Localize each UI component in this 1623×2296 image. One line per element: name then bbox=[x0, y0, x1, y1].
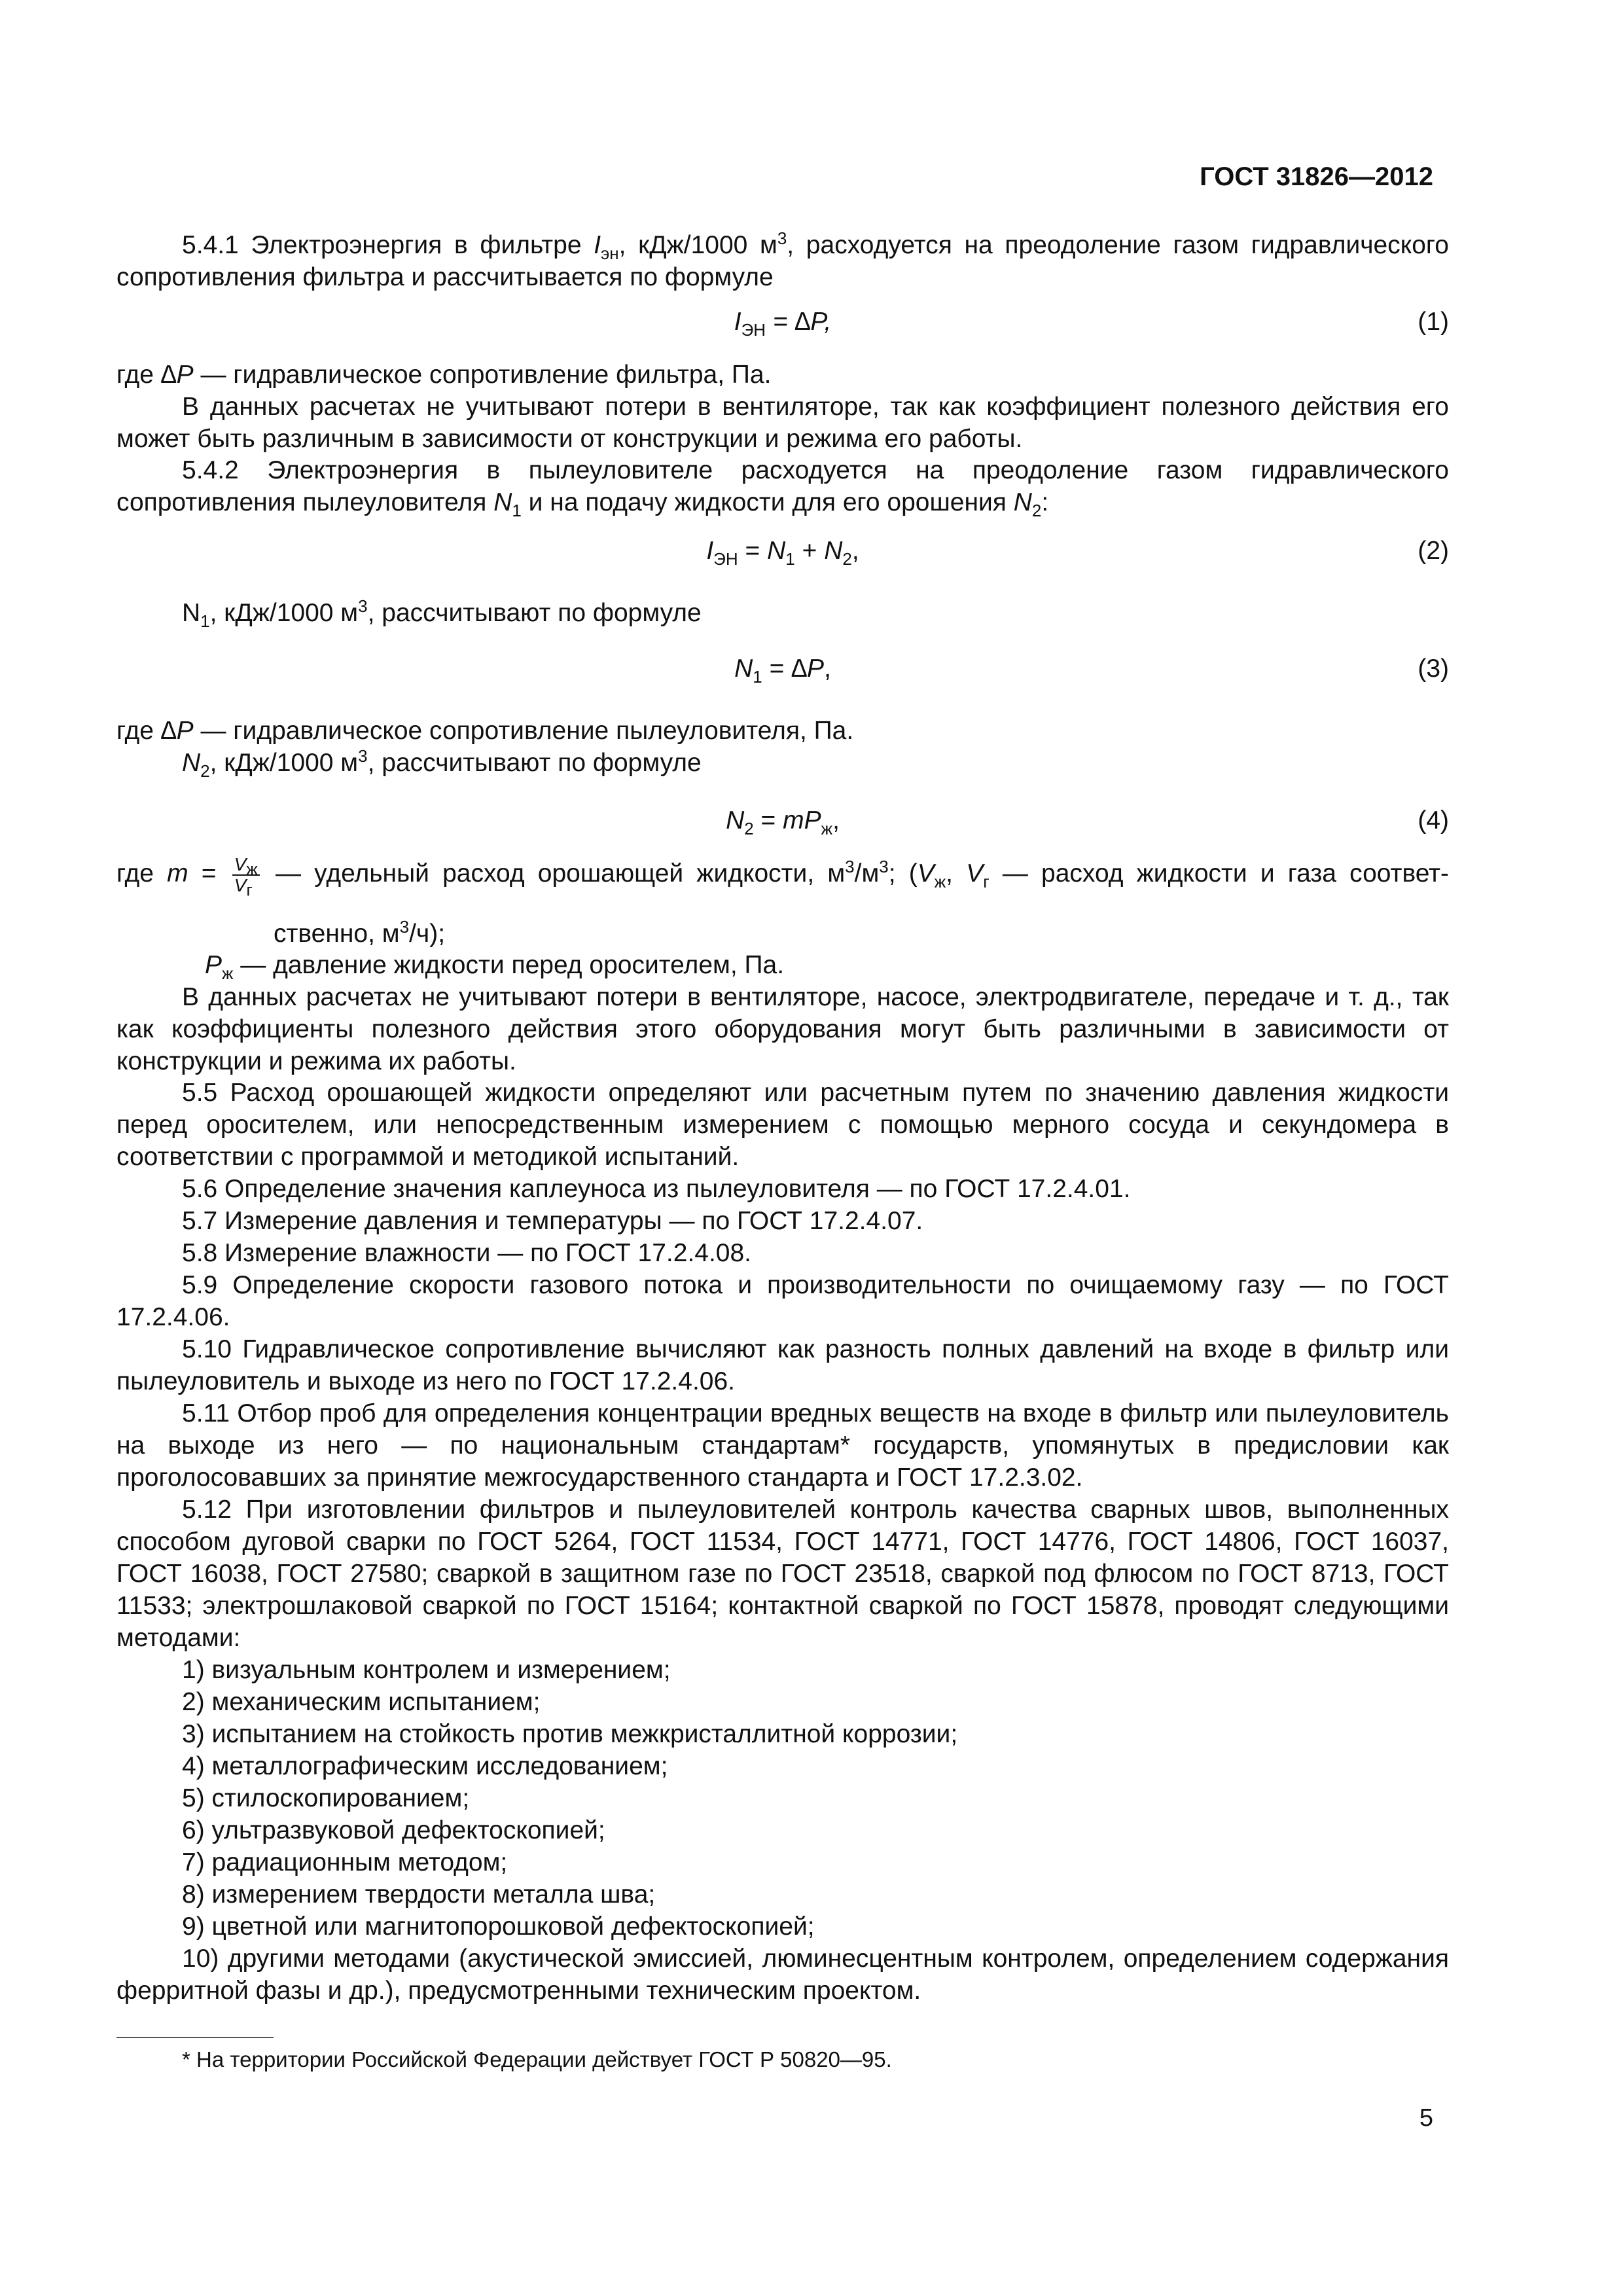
note-equipment-losses: В данных расчетах не учитывают потери в вентиляторе, насосе, электродвигателе, передаче и т. д., так как коэффициенты полезного действия этого оборудования могут быть различными в зависимости от конструкции и режима их работы. bbox=[116, 983, 1449, 1075]
equation-1: $I_{ЭН} = \Delta P$, (1) bbox=[734, 308, 1449, 340]
clause-5-4-1: 5.4.1 Электроэнергия в фильтре $I_{эн}$, кДж/1000 $м^3$, расходуется на преодоление газом гидравлического сопротивления фильтра и рассчитывается по формуле bbox=[116, 228, 1449, 291]
equation-number: (2) bbox=[1418, 537, 1449, 565]
page-number: 5 bbox=[1419, 2104, 1433, 2132]
clause-5-5: 5.5 Расход орошающей жидкости определяют или расчетным путем по значению давления жидкости перед оросителем, или непосредственным измерением с помощью мерного сосуда и секундомера в соответствии с программой и методикой испытаний. bbox=[116, 1079, 1449, 1171]
list-item: 3) испытанием на стойкость против межкристаллитной коррозии; bbox=[182, 1720, 958, 1748]
list-item: 7) радиационным методом; bbox=[182, 1848, 508, 1876]
clause-5-8: 5.8 Измерение влажности — по ГОСТ 17.2.4.08. bbox=[182, 1239, 752, 1267]
where-clause-4: где m = $\frac{V_ж}{V_г}$ — удельный расход орошающей жидкости, $м^3/м^3$; ($V_ж$, $V_г$ — расход жидкости и газа соответ- bbox=[116, 853, 1450, 900]
note-fan-losses: В данных расчетах не учитывают потери в вентиляторе, так как коэффициент полезного действия его может быть различным в зависимости от конструкции и режима его работы. bbox=[116, 393, 1449, 453]
list-item: 1) визуальным контролем и измерением; bbox=[182, 1656, 671, 1684]
n2-formula-intro: $N_2$, кДж/1000 $м^3$, рассчитывают по формуле bbox=[182, 746, 702, 781]
where-clause-1: где ∆P — гидравлическое сопротивление фильтра, Па. bbox=[116, 361, 772, 389]
list-item: 5) стилоскопированием; bbox=[182, 1784, 470, 1812]
footnote-separator bbox=[116, 2037, 274, 2038]
equation-2: $I_{ЭН} = N_1 + N_2$, (2) bbox=[706, 537, 1449, 569]
clause-5-9: 5.9 Определение скорости газового потока и производительности по очищаемому газу — по ГОСТ 17.2.4.06. bbox=[116, 1271, 1449, 1331]
list-item-10: 10) другими методами (акустической эмиссией, люминесцентным контролем, определением содержания ферритной фазы и др.), предусмотренными техническим проектом. bbox=[116, 1945, 1449, 2005]
n1-formula-intro: $N_1$, кДж/1000 $м^3$, рассчитывают по формуле bbox=[182, 596, 702, 631]
list-item: 2) механическим испытанием; bbox=[182, 1688, 541, 1716]
clause-5-12: 5.12 При изготовлении фильтров и пылеуловителей контроль качества сварных швов, выполненных способом дуговой сварки по ГОСТ 5264, ГОСТ 11534, ГОСТ 14771, ГОСТ 14776, ГОСТ 14806, ГОСТ 16037, ГОСТ 16038, ГОСТ 27580; сваркой в защитном газе по ГОСТ 23518, сваркой под флюсом по ГОСТ 8713, ГОСТ 11533; электрошлаковой сваркой по ГОСТ 15164; контактной сваркой по ГОСТ 15878, проводят следующими методами: bbox=[116, 1496, 1449, 1652]
list-item: 8) измерением твердости металла шва; bbox=[182, 1880, 656, 1909]
where-clause-4-cont: ственно, $м^3/ч$); bbox=[274, 917, 446, 948]
footnote: * На территории Российской Федерации действует ГОСТ Р 50820—95. bbox=[182, 2047, 892, 2072]
list-item: 9) цветной или магнитопорошковой дефектоскопией; bbox=[182, 1912, 815, 1941]
list-item: 4) металлографическим исследованием; bbox=[182, 1752, 668, 1780]
where-clause-3: где ∆P — гидравлическое сопротивление пылеуловителя, Па. bbox=[116, 717, 854, 745]
fraction-vz-vg: $\frac{V_ж}{V_г}$ bbox=[232, 855, 260, 895]
equation-number: (3) bbox=[1418, 655, 1449, 683]
document-id-header: ГОСТ 31826—2012 bbox=[1200, 162, 1433, 191]
clause-5-10: 5.10 Гидравлическое сопротивление вычисляют как разность полных давлений на входе в фильтр или пылеуловитель и выходе из него по ГОСТ 17.2.4.06. bbox=[116, 1335, 1449, 1395]
equation-number: (1) bbox=[1418, 308, 1449, 336]
clause-5-4-2: 5.4.2 Электроэнергия в пылеуловителе расходуется на преодоление газом гидравлического сопротивления пылеуловителя $N_1$ и на подачу жидкости для его орошения $N_2$: bbox=[116, 456, 1449, 520]
clause-5-7: 5.7 Измерение давления и температуры — по ГОСТ 17.2.4.07. bbox=[182, 1207, 923, 1235]
equation-4: $N_2 = mP_ж$, (4) bbox=[726, 806, 1449, 838]
list-item: 6) ультразвуковой дефектоскопией; bbox=[182, 1816, 605, 1844]
clause-5-6: 5.6 Определение значения каплеуноса из пылеуловителя — по ГОСТ 17.2.4.01. bbox=[182, 1175, 1131, 1203]
pressure-definition: $P_ж$ — давление жидкости перед оросителем, Па. bbox=[205, 951, 785, 983]
equation-number: (4) bbox=[1418, 806, 1449, 834]
clause-5-11: 5.11 Отбор проб для определения концентрации вредных веществ на входе в фильтр или пылеуловитель на выходе из него — по национальным стандартам* государств, упомянутых в предисловии как проголосовавших за принятие межгосударственного стандарта и ГОСТ 17.2.3.02. bbox=[116, 1399, 1449, 1492]
equation-3: $N_1 = \Delta P$, (3) bbox=[734, 655, 1449, 687]
